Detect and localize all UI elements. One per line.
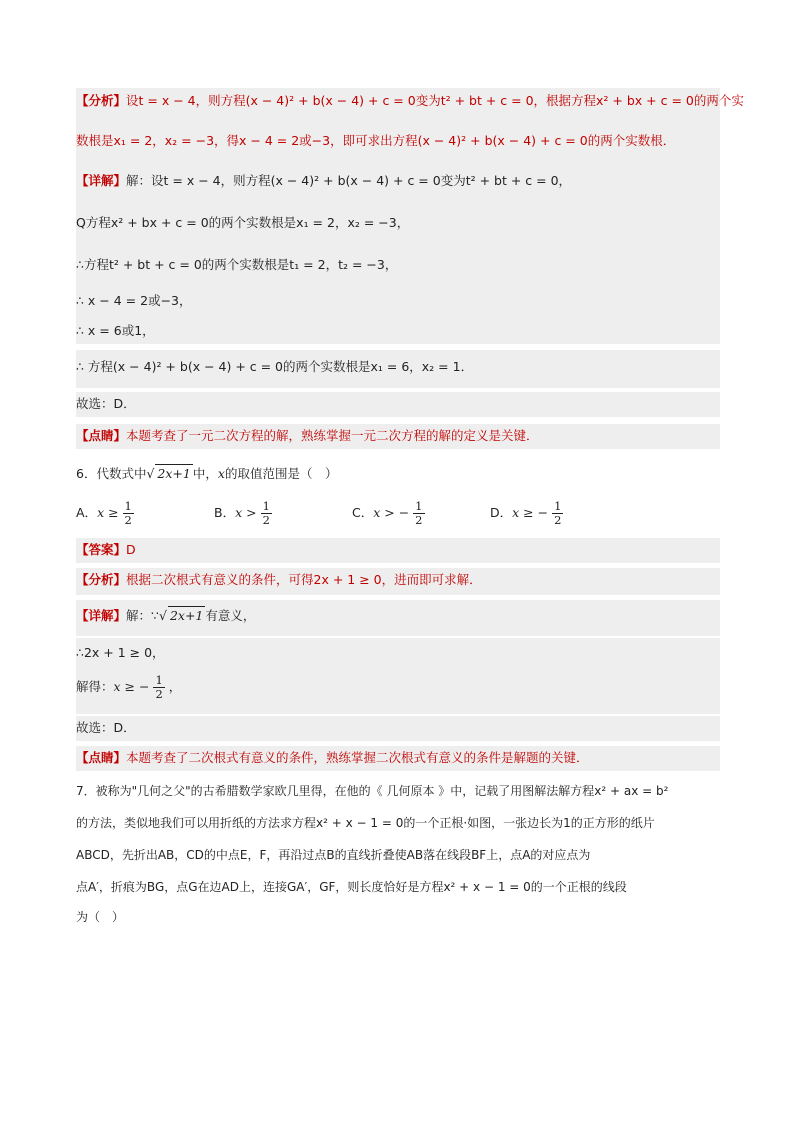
q5-step-3-text: ∴ x − 4 = 2或−3， [76, 293, 192, 308]
q6-step-1 [76, 638, 720, 672]
q6-step-2-num: 1 [155, 673, 163, 687]
detail-tag: 【详解】 [76, 173, 127, 188]
q6-answer [76, 538, 720, 563]
q5-step-5 [76, 350, 720, 388]
q6-choice [76, 716, 720, 741]
option-b-den: 2 [262, 513, 270, 527]
q6-options [76, 494, 720, 530]
option-d[interactable] [490, 500, 563, 527]
option-d-num: 1 [554, 499, 562, 513]
option-a[interactable] [76, 500, 134, 527]
q5-step-2-text: ∴方程t² + bt + c = 0的两个实数根是t₁ = 2，t₂ = −3， [76, 257, 398, 272]
q5-comment [76, 424, 720, 449]
q7-text-3: ABCD，先折出AB，CD的中点E，F，再沿过点B的直线折叠使AB落在线段BF上，点A的对应点为 [76, 848, 591, 862]
option-a-rel: x ≥ [97, 505, 119, 520]
q6-step-2-fraction [153, 674, 164, 701]
q5-step-4 [76, 318, 720, 344]
q6-detail-a: 解：∵ [126, 608, 159, 623]
q5-choice-text: 故选：D． [76, 396, 136, 411]
q7-text-2: 的方法，类似地我们可以用折纸的方法求方程x² + x − 1 = 0的一个正根·如图，一张边长为1的正方形的纸片 [76, 816, 655, 830]
q7-text-4: 点A′，折痕为BG，点G在边AD上，连接GA′，GF，则长度恰好是方程x² + x − 1 = 0的一个正根的线段 [76, 880, 627, 894]
q6-step-2-rel: x ≥ − [113, 679, 150, 694]
q6-choice-text: 故选：D． [76, 720, 136, 735]
option-b-rel: x > [235, 505, 257, 520]
q7-line-5 [76, 904, 720, 930]
q7-line-1 [76, 778, 720, 804]
q5-step-5-text: ∴ 方程(x − 4)² + b(x − 4) + c = 0的两个实数根是x₁ = 6，x₂ = 1． [76, 359, 474, 374]
q6-stem-var: x [217, 466, 225, 481]
option-d-label: D． [490, 505, 513, 520]
option-a-fraction [123, 500, 134, 527]
q6-step-2 [76, 670, 720, 714]
q5-analysis-text-1: 设t = x − 4，则方程(x − 4)² + b(x − 4) + c = 0变为t² + bt + c = 0，根据方程x² + bx + c = 0的两个实 [126, 93, 744, 108]
option-c-rel: x > − [373, 505, 410, 520]
q5-step-1-text: Q方程x² + bx + c = 0的两个实数根是x₁ = 2，x₂ = −3， [76, 215, 410, 230]
q5-step-3 [76, 286, 720, 318]
q5-detail-line-1 [76, 158, 720, 206]
q6-answer-text: D [126, 542, 136, 557]
q6-step-2-a: 解得： [76, 679, 114, 694]
option-a-label: A． [76, 505, 98, 520]
q6-detail-radicand: 2x+1 [169, 608, 204, 623]
q5-analysis-line-1 [76, 88, 744, 114]
q7-text-5: 为（ ） [76, 910, 125, 924]
option-c-fraction [413, 500, 424, 527]
option-b[interactable] [214, 500, 272, 527]
q6-stem-b: 中， [192, 466, 218, 481]
q6-step-1-text: ∴2x + 1 ≥ 0， [76, 645, 165, 660]
q6-stem-a: 6．代数式中 [76, 466, 147, 481]
q6-analysis-text: 根据二次根式有意义的条件，可得2x + 1 ≥ 0，进而即可求解． [126, 572, 482, 587]
q6-stem: 6．代数式中√ 2x+1 中，x的取值范围是（ ） [76, 466, 338, 481]
option-b-label: B． [214, 505, 236, 520]
q6-analysis [76, 568, 720, 595]
q7-line-4 [76, 874, 720, 900]
q6-detail-tag: 【详解】 [76, 608, 127, 623]
q7-text-1: 7．被称为"几何之父"的古希腊数学家欧几里得，在他的《 几何原本 》中，记载了用图解法解方程x² + ax = b² [76, 784, 669, 798]
q6-analysis-tag: 【分析】 [76, 572, 127, 587]
q5-step-4-text: ∴ x = 6或1， [76, 323, 155, 338]
option-c-den: 2 [415, 513, 423, 527]
option-a-den: 2 [124, 513, 132, 527]
option-c-label: C． [352, 505, 374, 520]
comment-tag: 【点睛】 [76, 428, 127, 443]
option-a-num: 1 [124, 499, 132, 513]
analysis-tag: 【分析】 [76, 93, 127, 108]
option-b-fraction [261, 500, 272, 527]
q5-choice [76, 392, 720, 417]
q7-line-2 [76, 810, 720, 836]
q6-comment-tag: 【点睛】 [76, 750, 127, 765]
q5-step-1 [76, 202, 720, 248]
q7-line-3 [76, 842, 720, 868]
option-b-num: 1 [262, 499, 270, 513]
option-c-num: 1 [415, 499, 423, 513]
q6-step-2-den: 2 [155, 687, 163, 701]
q6-detail: 【详解】解：∵√ 2x+1 有意义， [76, 600, 720, 636]
q6-stem-c: 的取值范围是（ ） [224, 466, 338, 481]
answer-tag: 【答案】 [76, 542, 127, 557]
q6-step-2-b: ， [168, 679, 182, 694]
option-d-den: 2 [554, 513, 562, 527]
option-c[interactable] [352, 500, 425, 527]
q6-comment-text: 本题考查了二次根式有意义的条件，熟练掌握二次根式有意义的条件是解题的关键． [126, 750, 589, 765]
q6-radicand: 2x+1 [157, 466, 191, 481]
option-d-rel: x ≥ − [512, 505, 549, 520]
q5-step-2 [76, 244, 720, 290]
option-d-fraction [552, 500, 563, 527]
q5-comment-text: 本题考查了一元二次方程的解，熟练掌握一元二次方程的解的定义是关键． [126, 428, 539, 443]
q5-analysis-text-2: 数根是x₁ = 2，x₂ = −3，得x − 4 = 2或−3，即可求出方程(x − 4)² + b(x − 4) + c = 0的两个实数根． [76, 133, 676, 148]
q5-detail-text-1: 解：设t = x − 4，则方程(x − 4)² + b(x − 4) + c = 0变为t² + bt + c = 0， [126, 173, 572, 188]
q6-comment [76, 746, 720, 771]
q6-detail-b: 有意义， [205, 608, 256, 623]
